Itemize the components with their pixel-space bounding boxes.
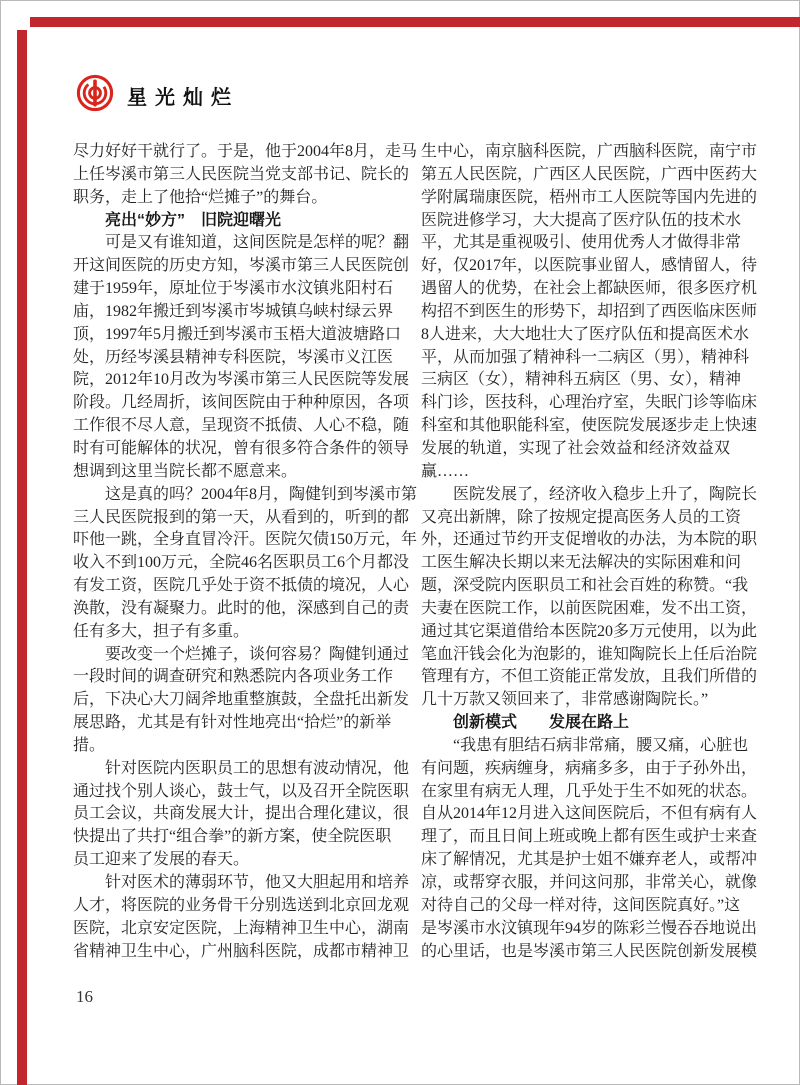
text-line: 针对医院内医职员工的思想有波动情况，他 (105, 759, 410, 777)
text-line: 理了，而且日间上班或晚上都有医生或护士来查 (421, 828, 758, 846)
text-line: 夫妻在医院工作，以前医院困难，发不出工资， (421, 599, 758, 617)
text-line: 要改变一个烂摊子，谈何容易？陶健钊通过 (105, 645, 410, 663)
text-line: 床了解情况，尤其是护士姐不嫌弃老人，或帮冲 (421, 851, 758, 869)
text-line: 上任岑溪市第三人民医院当党支部书记、院长的 (73, 165, 410, 183)
text-line: 的心里话，也是岑溪市第三人民医院创新发展模 (421, 942, 758, 960)
text-line: 平，尤其是重视吸引、使用优秀人才做得非常 (421, 234, 742, 252)
text-line: 院，2012年10月改为岑溪市第三人民医院等发展 (73, 371, 410, 389)
text-line: 人才，将医院的业务骨干分别选送到北京回龙观 (73, 896, 410, 914)
text-line: 工作很不尽人意，呈现资不抵债、人心不稳，随 (73, 417, 410, 435)
text-line: 遇留人的优势，在社会上都缺医师，很多医疗机 (421, 280, 758, 298)
text-line: 自从2014年12月进入这间医院后，不但有病有人 (421, 805, 758, 823)
text-line: 开这间医院的历史方知，岑溪市第三人民医院创 (73, 257, 410, 275)
text-line: 医院发展了，经济收入稳步上升了，陶院长 (453, 485, 758, 503)
text-line: 后，下决心大刀阔斧地重整旗鼓，全盘托出新发 (73, 691, 410, 709)
text-line: 时有可能解体的状况，曾有很多符合条件的领导 (73, 439, 410, 457)
text-line: 生中心，南京脑科医院，广西脑科医院，南宁市 (421, 143, 758, 160)
text-line: 发展的轨道，实现了社会效益和经济效益双 (421, 439, 730, 457)
text-line: 收入不到100万元，全院46名医职员工6个月都没 (73, 554, 410, 572)
text-line: 对待自己的父母一样对待，这间医院真好。”这 (421, 896, 741, 914)
text-line: 针对医术的薄弱环节，他又大胆起用和培养 (105, 874, 410, 891)
brand-logo (75, 72, 115, 114)
page-number: 16 (76, 987, 93, 1006)
text-line: 阶段。几经周折，该间医院由于种种原因，各项 (73, 394, 410, 412)
top-red-bar (30, 17, 800, 27)
text-line: 第五人民医院，广西区人民医院，广西中医药大 (421, 165, 758, 183)
text-line: 措。 (73, 736, 106, 754)
text-line: 省精神卫生中心，广州脑科医院，成都市精神卫 (73, 942, 410, 960)
text-line: 工医生解决长期以来无法解决的实际困难和问 (421, 554, 742, 572)
text-line: 是岑溪市水汶镇现年94岁的陈彩兰慢吞吞地说出 (421, 919, 758, 937)
text-line: 赢…… (421, 462, 470, 480)
text-line: 有问题，疾病缠身，病痛多多，由于子孙外出， (421, 759, 758, 777)
text-line: 三人民医院报到的第一天，从看到的，听到的都 (73, 508, 410, 526)
text-line: 平，从而加强了精神科一二病区（男），精神科 (421, 348, 750, 366)
text-line: 凉，或帮穿衣服，并问这问那，非常关心，就像 (421, 874, 758, 891)
text-line: 一段时间的调查研究和熟悉院内各项业务工作 (73, 668, 394, 686)
text-line: 员工迎来了发展的春天。 (73, 851, 250, 869)
text-line: 学附属瑞康医院，梧州市工人医院等国内先进的 (421, 188, 758, 206)
text-line: 管理有方，不但工资能正常发放，且我们所借的 (421, 668, 758, 686)
text-line: 好，仅2017年，以医院事业留人，感情留人，待 (421, 257, 758, 275)
right-column (421, 141, 758, 963)
text-line: 处，历经岑溪县精神专科医院，岑溪市义江医 (73, 348, 394, 366)
text-line: 快提出了共打“组合拳”的新方案，使全院医职 (73, 828, 392, 846)
text-line: 有发工资，医院几乎处于资不抵债的境况，人心 (73, 577, 410, 595)
section-heading: 亮出“妙方” 旧院迎曙光 (105, 211, 282, 229)
text-line: 在家里有病无人理，几乎处于生不如死的状态。 (421, 782, 758, 800)
text-line: 构招不到医生的形势下，却招到了西医临床医师 (421, 302, 758, 320)
text-line: 科室和其他职能科室，使医院发展逐步走上快速 (421, 417, 758, 435)
text-line: 顶，1997年5月搬迁到岑溪市玉梧大道波塘路口 (73, 325, 402, 343)
text-line: 三病区（女），精神科五病区（男、女），精神 (421, 371, 742, 389)
text-line: 尽力好好干就行了。于是，他于2004年8月，走马 (73, 143, 418, 160)
text-line: 通过其它渠道借给本医院20多万元使用，以为此 (421, 622, 758, 640)
text-line: 建于1959年，原址位于岑溪市水汶镇兆阳村石 (73, 280, 394, 298)
text-line: 吓他一跳，全身直冒冷汗。医院欠债150万元，年 (73, 531, 418, 549)
text-line: 这是真的吗？2004年8月，陶健钊到岑溪市第 (105, 485, 418, 503)
union-emblem-icon (75, 73, 115, 113)
text-line: 职务，走上了他拾“烂摊子”的舞台。 (73, 188, 328, 206)
brand-title: 星光灿烂 (127, 87, 239, 109)
text-line: 任有多大，担子有多重。 (73, 622, 250, 640)
left-red-bar (17, 30, 27, 1085)
left-column (73, 141, 418, 963)
text-line: 笔血汗钱会化为泡影的，谁知陶院长上任后治院 (421, 645, 758, 663)
section-heading: 创新模式 发展在路上 (453, 714, 630, 732)
text-line: 外，还通过节约开支促增收的办法，为本院的职 (421, 531, 758, 549)
text-line: 8人进来，大大地壮大了医疗队伍和提高医术水 (421, 325, 750, 343)
text-line: “我患有胆结石病非常痛，腰又痛，心脏也 (453, 736, 749, 754)
text-line: 通过找个别人谈心，鼓士气，以及召开全院医职 (73, 782, 410, 800)
text-line: 医院进修学习，大大提高了医疗队伍的技术水 (421, 211, 742, 229)
text-line: 科门诊，医技科，心理治疗室，失眠门诊等临床 (421, 394, 758, 412)
text-line: 可是又有谁知道，这间医院是怎样的呢？翻 (105, 234, 410, 252)
text-line: 医院，北京安定医院，上海精神卫生中心，湖南 (73, 919, 410, 937)
text-line: 又亮出新牌，除了按规定提高医务人员的工资 (421, 508, 742, 526)
text-line: 庙，1982年搬迁到岑溪市岑城镇乌峡村绿云界 (73, 302, 394, 320)
text-line: 想调到这里当院长都不愿意来。 (73, 462, 298, 480)
text-line: 几十万款又领回来了，非常感谢陶院长。” (421, 691, 709, 709)
text-line: 涣散，没有凝聚力。此时的他，深感到自己的责 (73, 599, 410, 617)
text-line: 员工会议，共商发展大计，提出合理化建议，很 (73, 805, 410, 823)
text-line: 展思路，尤其是有针对性地亮出“拾烂”的新举 (73, 714, 392, 732)
text-line: 题，深受院内医职员工和社会百姓的称赞。“我 (421, 577, 749, 595)
